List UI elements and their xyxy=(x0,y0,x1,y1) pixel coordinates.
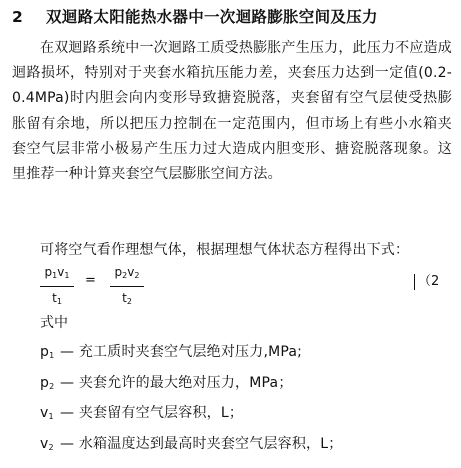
equation-number: （2 xyxy=(414,270,439,290)
left-denominator: $t_1$ xyxy=(52,291,62,306)
left-numerator: $p_1v_1$ xyxy=(44,265,70,280)
right-numerator: $p_2v_2$ xyxy=(114,265,140,280)
ideal-gas-formula xyxy=(40,264,455,308)
fraction-bar xyxy=(40,286,74,287)
left-fraction xyxy=(40,264,74,310)
fraction-bar xyxy=(110,286,144,287)
symbol-definitions xyxy=(40,339,455,461)
formula-intro: 可将空气看作理想气体，根据理想气体状态方程得出下式： xyxy=(40,242,410,258)
section-number: 2 xyxy=(12,8,24,26)
where-label: 式中 xyxy=(40,315,68,331)
right-fraction xyxy=(110,264,144,310)
body-paragraph xyxy=(12,36,452,187)
body-paragraph-text: 在双迴路系统中一次迴路工质受热膨胀产生压力，此压力不应造成迴路损坏，特别对于夹套水箱抗压能力差，夹套压力达到一定值(0.2-0.4MPa)时内胆会向内变形导致搪瓷脱落，夹套留有空气层使受热膨胀留有余地，所以把压力控制在一定范围内，但市场上有些小水箱夹套空气层非常小极易产生压力过大造成内胆变形、搪瓷脱落现象。这里推荐一种计算夹套空气层膨胀空间方法。 xyxy=(12,40,452,183)
right-denominator: $t_2$ xyxy=(122,291,132,306)
section-title: 双迴路太阳能热水器中一次迴路膨胀空间及压力 xyxy=(46,8,378,26)
section-heading xyxy=(12,6,452,28)
definition-p1: $p_1$ — 充工质时夹套空气层绝对压力,MPa; xyxy=(40,344,303,360)
definition-v1: $v_1$ — 夹套留有空气层容积，L； xyxy=(40,405,244,421)
definition-p2: $p_2$ — 夹套允许的最大绝对压力，MPa； xyxy=(40,374,293,391)
definition-v2: $v_2$ — 水箱温度达到最高时夹套空气层容积，L； xyxy=(40,435,343,452)
equals-sign: = xyxy=(85,273,96,288)
